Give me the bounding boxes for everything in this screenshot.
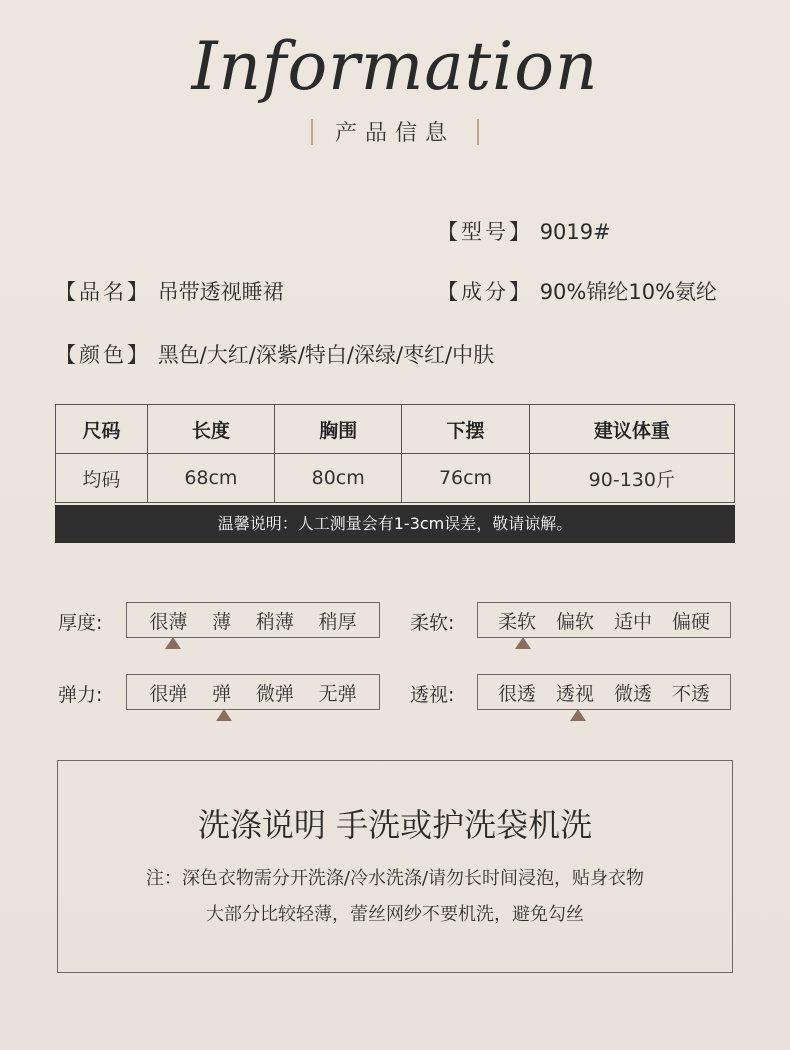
header-cell-size: 尺码 (56, 405, 148, 454)
thickness-indicator-icon (165, 637, 181, 649)
thickness-option: 薄 (212, 610, 232, 633)
elasticity-indicator-icon (216, 709, 232, 721)
table-row (56, 454, 735, 503)
elasticity-option: 很弹 (149, 682, 188, 705)
subtitle-text: 产品信息 (334, 121, 455, 146)
measurement-note: 温馨说明：人工测量会有1-3cm误差，敬请谅解。 (55, 505, 735, 543)
elasticity-scale (126, 674, 380, 710)
thickness-scale (126, 602, 380, 638)
washing-note-line1: 注：深色衣物需分开洗涤/冷水洗涤/请勿长时间浸泡，贴身衣物 (145, 868, 645, 889)
name-row (55, 276, 284, 306)
elasticity-option: 弹 (212, 682, 232, 705)
name-key: 【品名】 (55, 280, 151, 304)
thickness-option: 稍薄 (255, 610, 294, 633)
washing-title: 洗涤说明 手洗或护洗袋机洗 (197, 806, 593, 844)
transparency-option: 透视 (555, 682, 594, 705)
softness-option: 偏软 (555, 610, 594, 633)
softness-option: 偏硬 (671, 610, 710, 633)
right-divider (477, 119, 479, 145)
composition-key: 【成分】 (437, 280, 533, 304)
subtitle-block (0, 116, 790, 149)
elasticity-option: 无弹 (318, 682, 357, 705)
softness-option: 柔软 (497, 610, 536, 633)
transparency-option: 很透 (497, 682, 536, 705)
cell-hem: 76cm (402, 454, 529, 503)
colors-key: 【颜色】 (55, 343, 151, 367)
model-value: 9019# (539, 220, 611, 244)
model-key: 【型号】 (437, 220, 533, 244)
cell-length: 68cm (147, 454, 274, 503)
transparency-scale (477, 674, 731, 710)
elasticity-option: 微弹 (255, 682, 294, 705)
left-divider (311, 119, 313, 145)
softness-indicator-icon (515, 637, 531, 649)
thickness-option: 很薄 (149, 610, 188, 633)
name-value: 吊带透视睡裙 (157, 280, 284, 304)
script-title: Information (191, 28, 599, 105)
softness-label: 柔软: (410, 612, 455, 634)
header-cell-bust: 胸围 (275, 405, 402, 454)
cell-bust: 80cm (275, 454, 402, 503)
header-cell-length: 长度 (147, 405, 274, 454)
thickness-label: 厚度: (58, 612, 103, 634)
softness-option: 适中 (613, 610, 652, 633)
size-table (55, 404, 735, 503)
composition-row (437, 276, 717, 306)
header-cell-weight: 建议体重 (529, 405, 734, 454)
transparency-option: 微透 (613, 682, 652, 705)
cell-weight: 90-130斤 (529, 454, 734, 503)
cell-size: 均码 (56, 454, 148, 503)
size-table-header-row (56, 405, 735, 454)
colors-value: 黑色/大红/深紫/特白/深绿/枣红/中肤 (157, 343, 495, 367)
composition-value: 90%锦纶10%氨纶 (539, 280, 718, 304)
washing-note-line2: 大部分比较轻薄，蕾丝网纱不要机洗，避免勾丝 (206, 904, 584, 925)
transparency-label: 透视: (410, 684, 455, 706)
softness-scale (477, 602, 731, 638)
model-row (437, 216, 611, 246)
elasticity-label: 弹力: (58, 684, 103, 706)
transparency-option: 不透 (671, 682, 710, 705)
thickness-option: 稍厚 (318, 610, 357, 633)
transparency-indicator-icon (570, 709, 586, 721)
header-cell-hem: 下摆 (402, 405, 529, 454)
colors-row (55, 339, 494, 369)
